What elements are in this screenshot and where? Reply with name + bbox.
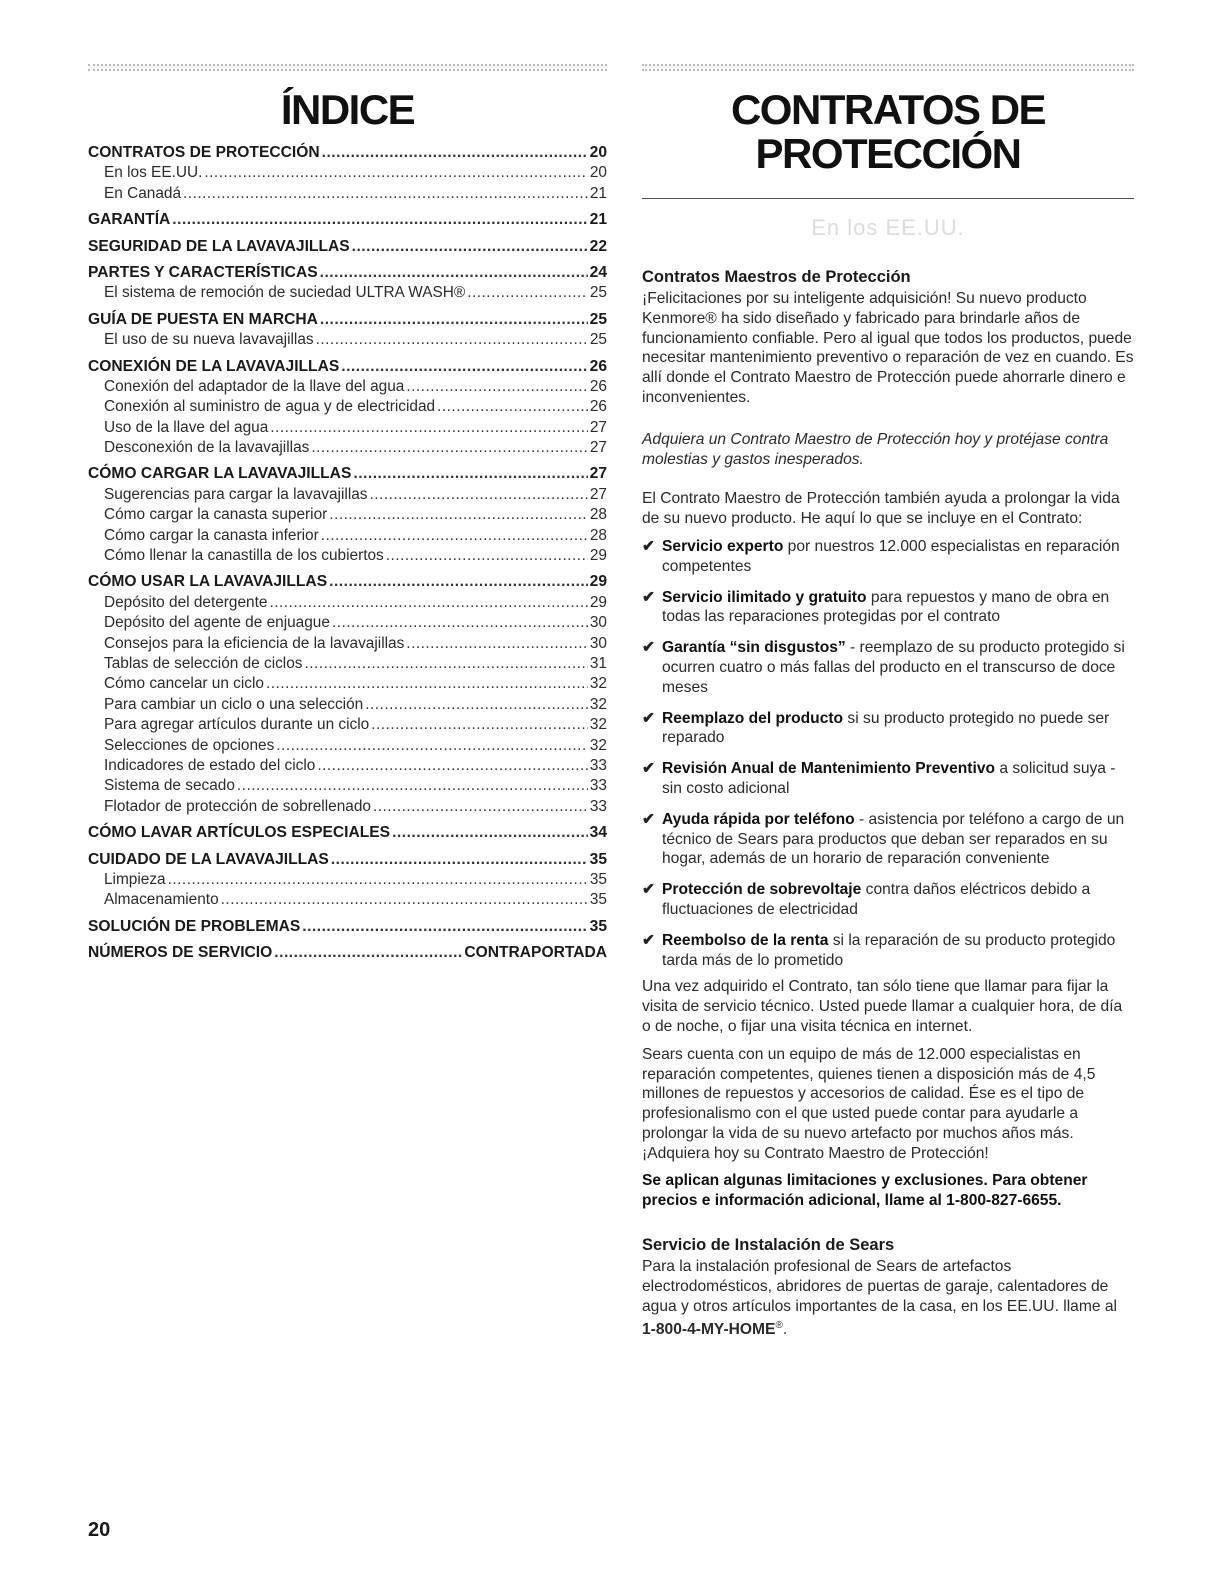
toc-subentry <box>88 593 607 613</box>
toc-label: CÓMO LAVAR ARTÍCULOS ESPECIALES <box>88 824 391 842</box>
toc-subentry <box>88 330 607 350</box>
toc-page-number: 25 <box>589 310 607 328</box>
toc-page-number: 35 <box>589 850 607 868</box>
contracts-title: CONTRATOS DE PROTECCIÓN <box>730 86 1046 177</box>
toc-subentry <box>88 776 607 796</box>
toc-section-entry <box>88 850 607 870</box>
toc-page-number: 32 <box>589 675 607 693</box>
toc-leader-dots <box>371 715 588 735</box>
toc-label: El uso de su nueva lavavajillas <box>104 331 314 349</box>
installation-heading: Servicio de Instalación de Sears <box>642 1236 895 1255</box>
benefit-text: para repuestos y mano de obra en todas las reparaciones protegidas por el contrato <box>662 588 1110 626</box>
toc-subentry <box>88 674 607 694</box>
toc-page-number: 26 <box>589 357 607 375</box>
toc-leader-dots <box>320 310 588 330</box>
toc-subentry <box>88 438 607 458</box>
benefit-text: contra daños eléctricos debido a fluctuaciones de electricidad <box>662 881 1091 918</box>
benefit-text: - asistencia por teléfono a cargo de un técnico de Sears para productos que deban ser reparados en su hogar, además de un horario de reparación conveniente <box>662 810 1125 868</box>
toc-subentry <box>88 505 607 525</box>
toc-label: Sistema de secado <box>104 777 235 795</box>
toc-label: Cómo cargar la canasta inferior <box>104 526 319 544</box>
toc-leader-dots <box>221 890 588 910</box>
toc-label: Consejos para la eficiencia de la lavavajillas <box>104 634 405 652</box>
toc-label: CONEXIÓN DE LA LAVAVAJILLAS <box>88 357 340 375</box>
check-mark-icon: ✔ <box>642 588 656 606</box>
toc-label: Depósito del agente de enjuague <box>104 614 330 632</box>
after-purchase-paragraph: Una vez adquirido el Contrato, tan sólo tiene que llamar para fijar la visita de servicio técnico. Usted puede llamar a cualquier hora, de día o de noche, o fijar una visita técnica en internet. <box>642 978 1123 1035</box>
toc-label: Sugerencias para cargar la lavavajillas <box>104 485 368 503</box>
toc-leader-dots <box>406 377 588 397</box>
toc-page-number: 33 <box>589 756 607 774</box>
benefit-title: Garantía “sin disgustos” <box>662 639 846 657</box>
toc-leader-dots <box>353 464 587 484</box>
toc-leader-dots <box>269 593 587 613</box>
toc-label: Selecciones de opciones <box>104 736 275 754</box>
toc-subentry <box>88 184 607 204</box>
toc-leader-dots <box>302 917 587 937</box>
italic-note: Adquiera un Contrato Maestro de Protección hoy y protéjase contra molestias y gastos inesperados. <box>642 430 1109 468</box>
toc-page-number: 20 <box>589 164 607 182</box>
benefit-title: Reemplazo del producto <box>662 709 844 727</box>
toc-leader-dots <box>352 237 588 257</box>
benefit-item <box>642 931 1134 971</box>
toc-page-number: 28 <box>589 526 607 544</box>
toc-subentry <box>88 890 607 910</box>
benefit-text: a solicitud suya - sin costo adicional <box>662 760 1116 797</box>
toc-leader-dots <box>329 572 588 592</box>
check-mark-icon: ✔ <box>642 881 656 899</box>
toc-section-entry <box>88 263 607 283</box>
benefit-item <box>642 588 1134 628</box>
toc-leader-dots <box>274 943 462 963</box>
toc-label: SEGURIDAD DE LA LAVAVAJILLAS <box>88 237 350 255</box>
benefit-item <box>642 537 1134 577</box>
toc-label: Limpieza <box>104 870 166 888</box>
benefit-item <box>642 709 1134 749</box>
benefit-text: si la reparación de su producto protegido tarda más de lo prometido <box>662 931 1116 969</box>
toc-subentry <box>88 377 607 397</box>
benefit-title: Protección de sobrevoltaje <box>662 881 862 899</box>
toc-leader-dots <box>322 143 588 163</box>
benefit-title: Servicio ilimitado y gratuito <box>662 588 867 606</box>
check-mark-icon: ✔ <box>642 639 656 657</box>
contracts-column <box>642 64 1134 1340</box>
toc-leader-dots <box>341 357 587 377</box>
dotted-rule <box>642 64 1134 71</box>
toc-page-number: 26 <box>589 377 607 395</box>
toc-leader-dots <box>467 283 588 303</box>
toc-page-number: 31 <box>589 654 607 672</box>
toc-leader-dots <box>270 418 588 438</box>
toc-section-entry <box>88 310 607 330</box>
toc-leader-dots <box>370 485 588 505</box>
toc-section-entry <box>88 917 607 937</box>
toc-leader-dots <box>320 263 588 283</box>
toc-page-number: 21 <box>589 211 607 229</box>
toc-leader-dots <box>373 797 588 817</box>
toc-label: Tablas de selección de ciclos <box>104 654 303 672</box>
toc-label: SOLUCIÓN DE PROBLEMAS <box>88 917 301 935</box>
toc-page-number: 30 <box>589 614 607 632</box>
toc-section-entry <box>88 210 607 230</box>
toc-leader-dots <box>332 613 588 633</box>
benefit-title: Servicio experto <box>662 537 784 555</box>
toc-leader-dots <box>317 756 588 776</box>
toc-label: CÓMO USAR LA LAVAVAJILLAS <box>88 573 328 591</box>
table-of-contents <box>88 143 607 963</box>
toc-subentry <box>88 418 607 438</box>
toc-leader-dots <box>172 210 587 230</box>
toc-page-number: 22 <box>589 237 607 255</box>
toc-leader-dots <box>304 654 587 674</box>
toc-label: Cómo llenar la canastilla de los cubiertos <box>104 547 384 565</box>
toc-leader-dots <box>276 736 588 756</box>
toc-leader-dots <box>183 184 588 204</box>
toc-page-number: 34 <box>589 824 607 842</box>
index-column <box>88 64 607 963</box>
toc-label: Conexión del adaptador de la llave del agua <box>104 377 405 395</box>
benefit-title: Revisión Anual de Mantenimiento Preventivo <box>662 760 996 778</box>
toc-leader-dots <box>406 634 588 654</box>
check-mark-icon: ✔ <box>642 931 656 949</box>
toc-label: GARANTÍA <box>88 211 171 229</box>
benefit-text: si su producto protegido no puede ser reparado <box>662 709 1110 747</box>
toc-subentry <box>88 654 607 674</box>
toc-subentry <box>88 283 607 303</box>
toc-page-number: 30 <box>589 634 607 652</box>
toc-section-entry <box>88 464 607 484</box>
toc-leader-dots <box>316 330 588 350</box>
toc-page-number: 35 <box>589 870 607 888</box>
toc-page-number: 28 <box>589 506 607 524</box>
includes-intro: El Contrato Maestro de Protección también ayuda a prolongar la vida de su nuevo producto. He aquí lo que se incluye en el Contrato: <box>642 490 1120 528</box>
toc-label: Desconexión de la lavavajillas <box>104 439 310 457</box>
toc-label: Para cambiar un ciclo o una selección <box>104 695 364 713</box>
toc-subentry <box>88 797 607 817</box>
toc-page-number: 35 <box>589 917 607 935</box>
toc-leader-dots <box>321 526 588 546</box>
divider <box>642 198 1134 199</box>
toc-label: CÓMO CARGAR LA LAVAVAJILLAS <box>88 465 352 483</box>
check-mark-icon: ✔ <box>642 537 656 555</box>
toc-page-number: 26 <box>589 398 607 416</box>
toc-subentry <box>88 526 607 546</box>
benefit-item <box>642 880 1134 920</box>
toc-page-number: 29 <box>589 593 607 611</box>
check-mark-icon: ✔ <box>642 760 656 778</box>
toc-label: CUIDADO DE LA LAVAVAJILLAS <box>88 850 329 868</box>
toc-page-number: 25 <box>589 284 607 302</box>
toc-section-entry <box>88 237 607 257</box>
toc-page-number: 32 <box>589 736 607 754</box>
toc-section-entry <box>88 572 607 592</box>
toc-label: Cómo cargar la canasta superior <box>104 506 328 524</box>
toc-leader-dots <box>365 695 588 715</box>
toc-subentry <box>88 695 607 715</box>
toc-subentry <box>88 485 607 505</box>
toc-subentry <box>88 613 607 633</box>
toc-leader-dots <box>437 397 588 417</box>
toc-page-number: 21 <box>589 184 607 202</box>
toc-page-number: 29 <box>589 573 607 591</box>
toc-page-number: 33 <box>589 797 607 815</box>
limitations-notice: Se aplican algunas limitaciones y exclusiones. Para obtener precios e información adicional, llame al 1-800-827-6655. <box>642 1172 1088 1210</box>
benefit-item <box>642 638 1134 697</box>
toc-page-number: 35 <box>589 891 607 909</box>
toc-page-number: 27 <box>589 439 607 457</box>
toc-label: PARTES Y CARACTERÍSTICAS <box>88 263 318 281</box>
toc-label: Almacenamiento <box>104 891 219 909</box>
toc-subentry <box>88 736 607 756</box>
toc-label: En Canadá <box>104 184 182 202</box>
benefit-text: por nuestros 12.000 especialistas en reparación competentes <box>662 537 1120 575</box>
toc-label: Para agregar artículos durante un ciclo <box>104 716 370 734</box>
sears-team-paragraph: Sears cuenta con un equipo de más de 12.000 especialistas en reparación competentes, quienes tienen a disposición más de 4,5 millones de repuestos y accesorios de calidad. Ése es el tipo de profesionalismo con el que usted puede contar para ayudarle a prolongar la vida de su nuevo artefacto por muchos años más. ¡Adquiera hoy su Contrato Maestro de Protección! <box>642 1045 1096 1162</box>
toc-page-number: 27 <box>589 418 607 436</box>
benefit-title: Ayuda rápida por teléfono <box>662 810 855 828</box>
benefit-item <box>642 810 1134 869</box>
toc-subentry <box>88 715 607 735</box>
toc-page-number: CONTRAPORTADA <box>464 944 607 962</box>
toc-label: GUÍA DE PUESTA EN MARCHA <box>88 310 318 328</box>
toc-page-number: 24 <box>589 263 607 281</box>
toc-label: Cómo cancelar un ciclo <box>104 675 264 693</box>
benefit-text: - reemplazo de su producto protegido si ocurren cuatro o más fallas del producto en el transcurso de doce meses <box>662 639 1125 696</box>
install-phone: 1-800-4-MY-HOME <box>642 1321 776 1339</box>
benefit-title: Reembolso de la renta <box>662 931 829 949</box>
toc-label: NÚMEROS DE SERVICIO <box>88 944 273 962</box>
toc-section-entry <box>88 143 607 163</box>
toc-section-entry <box>88 943 607 963</box>
toc-leader-dots <box>392 823 588 843</box>
toc-leader-dots <box>168 870 588 890</box>
toc-page-number: 25 <box>589 331 607 349</box>
region-heading: En los EE.UU. <box>811 215 965 240</box>
toc-page-number: 32 <box>589 695 607 713</box>
toc-label: Indicadores de estado del ciclo <box>104 756 316 774</box>
toc-page-number: 33 <box>589 777 607 795</box>
check-mark-icon: ✔ <box>642 709 656 727</box>
toc-subentry <box>88 756 607 776</box>
check-mark-icon: ✔ <box>642 810 656 828</box>
toc-leader-dots <box>204 163 588 183</box>
toc-label: CONTRATOS DE PROTECCIÓN <box>88 144 320 161</box>
toc-page-number: 20 <box>589 144 607 161</box>
intro-paragraph: ¡Felicitaciones por su inteligente adquisición! Su nuevo producto Kenmore® ha sido diseñado y fabricado para brindarle años de funcionamiento confiable. Pero al igual que todos los productos, puede necesitar mantenimiento preventivo o reparación de vez en cuando. Es allí donde el Contrato Maestro de Protección puede ahorrarle dinero e inconvenientes. <box>642 290 1134 406</box>
toc-label: El sistema de remoción de suciedad ULTRA WASH® <box>104 284 466 302</box>
toc-leader-dots <box>237 776 588 796</box>
toc-leader-dots <box>331 850 588 870</box>
toc-label: Conexión al suministro de agua y de electricidad <box>104 398 436 416</box>
toc-page-number: 27 <box>589 485 607 503</box>
toc-subentry <box>88 870 607 890</box>
master-contracts-heading: Contratos Maestros de Protección <box>642 268 911 286</box>
toc-section-entry <box>88 823 607 843</box>
toc-label: En los EE.UU. <box>104 164 203 182</box>
toc-leader-dots <box>329 505 588 525</box>
toc-subentry <box>88 634 607 654</box>
toc-subentry <box>88 546 607 566</box>
toc-section-entry <box>88 357 607 377</box>
toc-leader-dots <box>311 438 588 458</box>
toc-label: Uso de la llave del agua <box>104 418 269 436</box>
page-number: 20 <box>88 1519 111 1541</box>
installation-paragraph: Para la instalación profesional de Sears de artefactos electrodomésticos, abridores de puertas de garaje, calentadores de agua y otros artículos importantes de la casa, en los EE.UU. llame al 1-800-4-MY-HOME®. <box>642 1258 1117 1339</box>
toc-leader-dots <box>386 546 588 566</box>
toc-label: Flotador de protección de sobrellenado <box>104 797 371 815</box>
index-title: ÍNDICE <box>280 86 415 133</box>
benefit-item <box>642 759 1134 799</box>
benefits-list <box>642 537 1134 970</box>
toc-subentry <box>88 163 607 183</box>
toc-page-number: 27 <box>589 465 607 483</box>
toc-page-number: 29 <box>589 547 607 565</box>
toc-page-number: 32 <box>589 716 607 734</box>
toc-label: Depósito del detergente <box>104 593 268 611</box>
toc-subentry <box>88 397 607 417</box>
toc-leader-dots <box>266 674 588 694</box>
dotted-rule <box>88 64 607 71</box>
